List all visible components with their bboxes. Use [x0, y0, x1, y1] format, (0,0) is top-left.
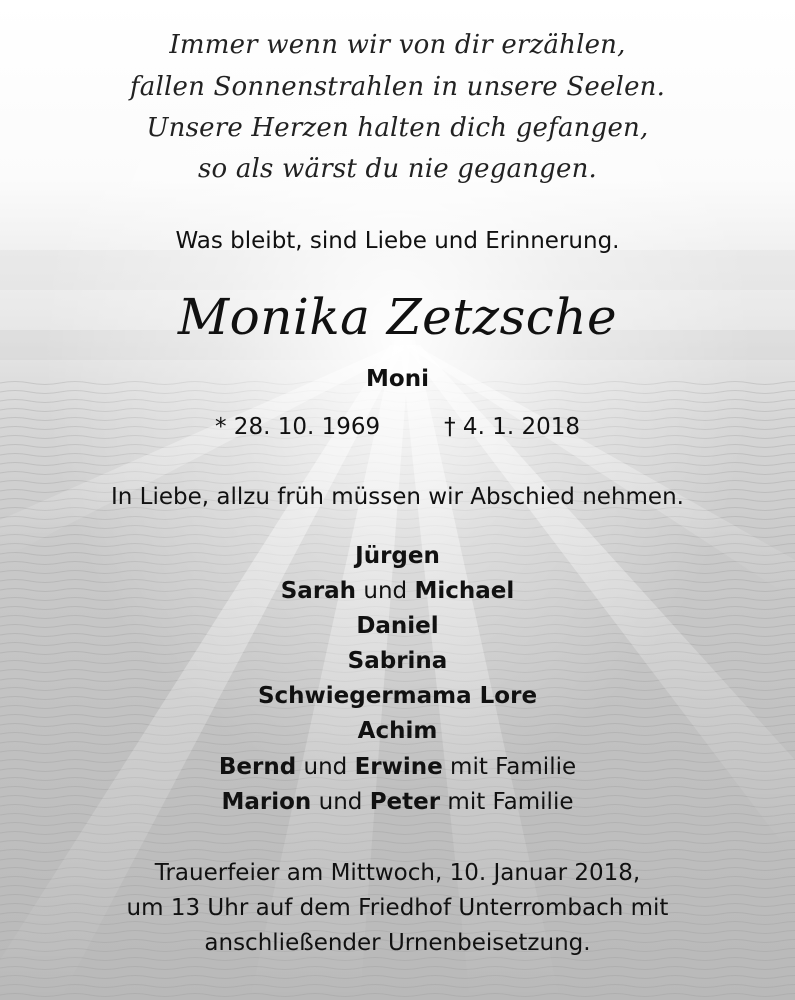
mourner-line-3: Daniel: [356, 613, 439, 639]
mourner-line-4: Sabrina: [347, 648, 448, 674]
service-line-1: Trauerfeier am Mittwoch, 10. Januar 2018,: [154, 860, 641, 886]
mourner-line-5: Schwiegermama Lore: [257, 683, 538, 709]
life-dates: [0, 414, 795, 440]
mourner-line-8: Marion und Peter mit Familie: [221, 789, 574, 815]
deceased-nickname: Moni: [366, 366, 429, 392]
mourner-line-7: Bernd und Erwine mit Familie: [218, 754, 577, 780]
mourner-line-1: Jürgen: [355, 543, 440, 569]
service-line-2: um 13 Uhr auf dem Friedhof Unterrombach mit: [126, 895, 669, 921]
poem-line-2: fallen Sonnenstrahlen in unsere Seelen.: [129, 72, 666, 102]
poem-line-4: so als wärst du nie gegangen.: [197, 154, 598, 184]
death-date: † 4. 1. 2018: [444, 414, 580, 440]
mourner-line-6: Achim: [357, 718, 438, 744]
poem-line-3: Unsere Herzen halten dich gefangen,: [146, 113, 649, 143]
mourner-line-2: Sarah und Michael: [280, 578, 515, 604]
service-line-3: anschließender Urnenbeisetzung.: [204, 930, 591, 956]
deceased-name: Monika Zetzsche: [177, 288, 618, 346]
motto: Was bleibt, sind Liebe und Erinnerung.: [175, 228, 620, 254]
poem-line-1: Immer wenn wir von dir erzählen,: [169, 30, 626, 60]
farewell-text: In Liebe, allzu früh müssen wir Abschied nehmen.: [111, 484, 684, 510]
birth-date: * 28. 10. 1969: [215, 414, 381, 440]
